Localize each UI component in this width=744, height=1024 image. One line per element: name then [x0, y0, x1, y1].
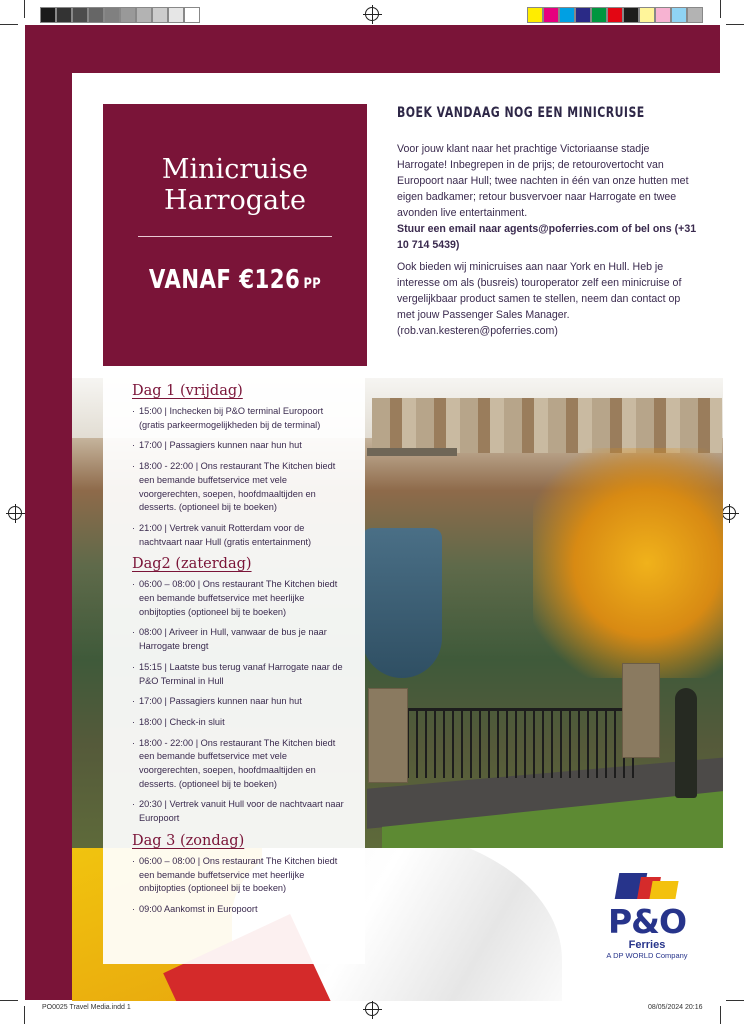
flyer-page	[72, 73, 723, 1001]
price-value: VANAF €126	[148, 265, 301, 295]
file-slug-left: PO0025 Travel Media.indd 1	[42, 1004, 131, 1011]
file-slug-right: 08/05/2024 20:16	[648, 1004, 703, 1011]
photo-person	[675, 688, 697, 798]
color-swatch	[607, 7, 623, 23]
day-2-list	[132, 578, 349, 826]
color-swatch	[543, 7, 559, 23]
color-swatch	[591, 7, 607, 23]
po-flag-icon	[617, 871, 677, 901]
title-line-1: Minicruise	[161, 154, 309, 185]
itinerary-panel	[103, 367, 365, 964]
photo-stone-pillar	[622, 663, 660, 758]
day-3-heading: Dag 3 (zondag)	[132, 832, 245, 849]
color-swatch	[575, 7, 591, 23]
price-label	[127, 265, 343, 295]
day-1-heading: Dag 1 (vrijdag)	[132, 383, 243, 399]
color-swatch	[559, 7, 575, 23]
day-3-list	[132, 855, 349, 917]
registration-mark-left	[8, 506, 22, 520]
registration-mark-right	[722, 506, 736, 520]
photo-iron-railing	[407, 708, 637, 778]
crop-mark	[720, 0, 721, 18]
color-swatch	[527, 7, 543, 23]
color-swatch	[687, 7, 703, 23]
list-item: · 18:00 - 22:00 | Ons restaurant The Kitchen biedt een bemande buffetservice met vele voorgerechten, soepen, hoofdmaaltijden en desserts. (optioneel bij te boeken)	[132, 737, 349, 792]
photo-stone-pillar	[368, 688, 408, 783]
crop-mark	[24, 1006, 25, 1024]
cmyk-color-bar	[527, 7, 703, 23]
price-suffix: PP	[303, 276, 322, 292]
color-swatch	[184, 7, 200, 23]
list-item: · 09:00 Aankomst in Europoort	[132, 903, 349, 917]
list-item: · 18:00 | Check-in sluit	[132, 716, 349, 730]
crop-mark	[720, 1006, 721, 1024]
logo-tagline: A DP WORLD Company	[606, 951, 688, 960]
crop-mark	[0, 24, 18, 25]
color-swatch	[152, 7, 168, 23]
registration-mark-bottom	[365, 1002, 379, 1016]
logo-wordmark: P&O	[607, 902, 687, 941]
list-item: · 17:00 | Passagiers kunnen naar hun hut	[132, 695, 349, 709]
burgundy-border-frame	[25, 25, 720, 1000]
photo-river	[362, 528, 442, 678]
list-item: · 08:00 | Ariveer in Hull, vanwaar de bus je naar Harrogate brengt	[132, 626, 349, 653]
list-item: · 18:00 - 22:00 | Ons restaurant The Kitchen biedt een bemande buffetservice met vele voorgerechten, soepen, hoofdmaaltijden en desserts. (optioneel bij te boeken)	[132, 460, 349, 515]
list-item: · 21:00 | Vertrek vanuit Rotterdam voor de nachtvaart naar Hull (gratis entertainment)	[132, 522, 349, 549]
intro-text: Voor jouw klant naar het prachtige Victoriaanse stadje Harrogate! Inbegrepen in de prijs; de retourovertocht van Europoort naar Hull; twee nachten in één van onze hutten met eigen badkamer; retour busvervoer naar Harrogate en twee avonden live entertainment.	[397, 143, 689, 219]
crop-mark	[726, 24, 744, 25]
day-1-list	[132, 405, 349, 549]
color-swatch	[120, 7, 136, 23]
list-item: · 20:30 | Vertrek vanuit Hull voor de nachtvaart naar Europoort	[132, 798, 349, 825]
logo-subtitle: Ferries	[628, 939, 666, 951]
color-swatch	[655, 7, 671, 23]
photo-autumn-trees	[533, 448, 723, 678]
title-divider	[138, 236, 332, 237]
po-ferries-logo	[592, 871, 702, 981]
list-item: · 17:00 | Passagiers kunnen naar hun hut	[132, 439, 349, 453]
day-3-section	[132, 833, 349, 917]
color-swatch	[671, 7, 687, 23]
color-swatch	[136, 7, 152, 23]
list-item: · 15:00 | Inchecken bij P&O terminal Europoort (gratis parkeermogelijkheden bij de terminal)	[132, 405, 349, 432]
crop-mark	[726, 1000, 744, 1001]
grayscale-color-bar	[40, 7, 200, 23]
title-line-2: Harrogate	[164, 185, 306, 216]
day-1-section	[132, 383, 349, 549]
contact-line: Stuur een email naar agents@poferries.com of bel ons (+31 10 714 5439)	[397, 223, 697, 251]
page-title	[103, 154, 367, 216]
photo-viaduct	[367, 448, 457, 493]
color-swatch	[72, 7, 88, 23]
list-item: · 15:15 | Laatste bus terug vanaf Harrogate naar de P&O Terminal in Hull	[132, 661, 349, 688]
color-swatch	[104, 7, 120, 23]
list-item: · 06:00 – 08:00 | Ons restaurant The Kitchen biedt een bemande buffetservice met heerlijke onbijtopties (optioneel bij te boeken)	[132, 855, 349, 896]
intro-heading: BOEK VANDAAG NOG EEN MINICRUISE	[397, 105, 645, 121]
registration-mark-top	[365, 7, 379, 21]
color-swatch	[639, 7, 655, 23]
crop-mark	[0, 1000, 18, 1001]
color-swatch	[623, 7, 639, 23]
title-panel	[103, 104, 367, 366]
color-swatch	[88, 7, 104, 23]
day-2-section	[132, 556, 349, 826]
color-swatch	[168, 7, 184, 23]
crop-mark	[24, 0, 25, 18]
intro-paragraph-2: Ook bieden wij minicruises aan naar York en Hull. Heb je interesse om als (busreis) touroperator zelf een minicruise of vergelijkbaar product samen te stellen, neem dan contact op met jouw Passenger Sales Manager. (rob.van.kesteren@poferries.com)	[397, 261, 682, 337]
intro-section	[397, 105, 697, 339]
color-swatch	[56, 7, 72, 23]
list-item: · 06:00 – 08:00 | Ons restaurant The Kitchen biedt een bemande buffetservice met heerlijke onbijtopties (optioneel bij te boeken)	[132, 578, 349, 619]
day-2-heading: Dag2 (zaterdag)	[132, 556, 252, 573]
photo-townhouses	[372, 398, 722, 453]
intro-paragraph	[397, 141, 697, 253]
color-swatch	[40, 7, 56, 23]
